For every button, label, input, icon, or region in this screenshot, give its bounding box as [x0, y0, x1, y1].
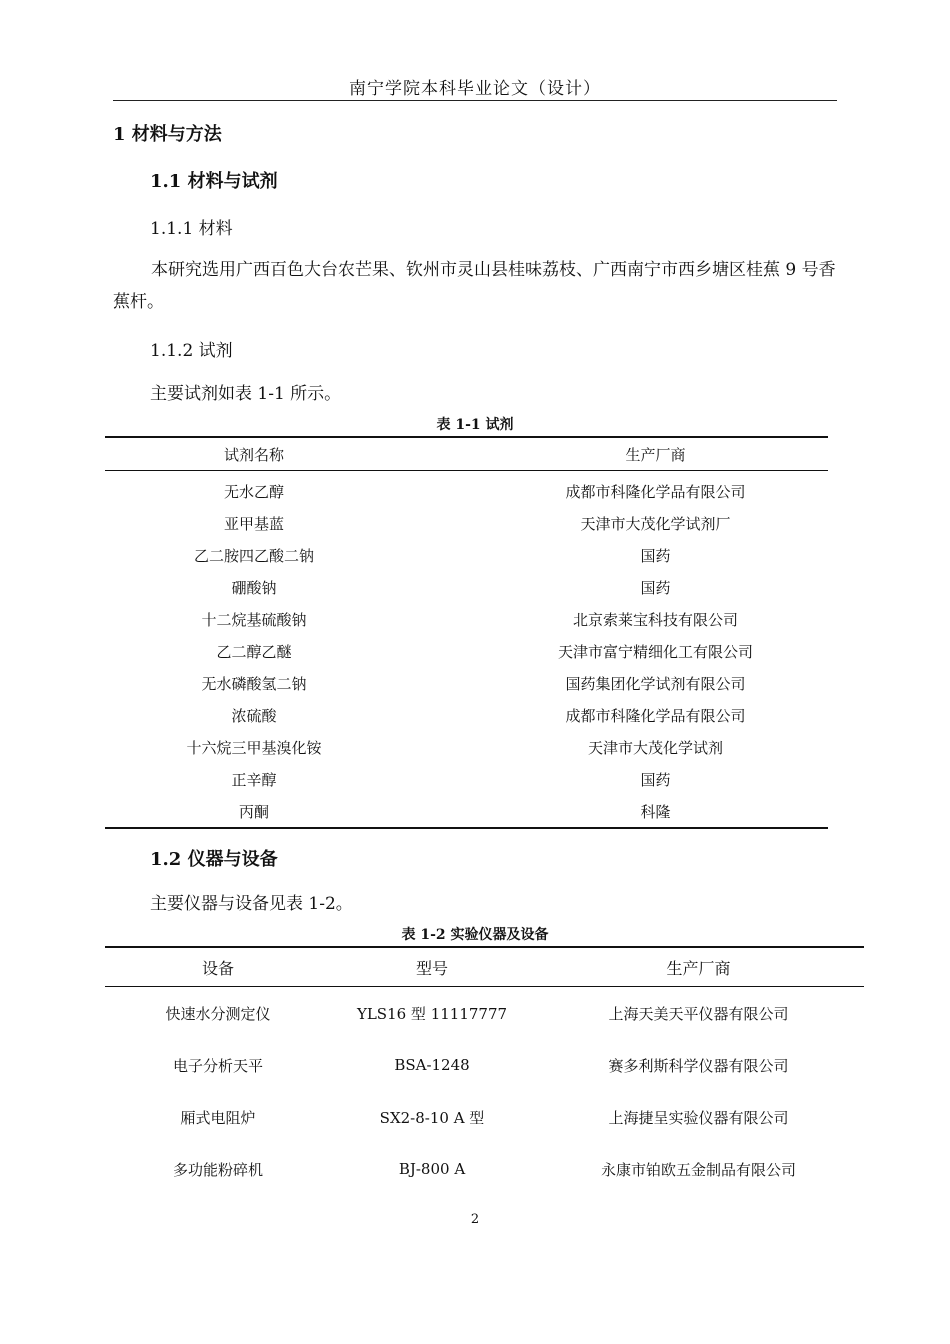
section-heading-1-1-2: 1.1.2 试剂: [150, 341, 233, 361]
table-header-row: [105, 948, 864, 986]
cell-model: BJ-800 A: [398, 1160, 466, 1178]
table-row: [105, 795, 828, 827]
cell-reagent: 丙酮: [238, 802, 269, 821]
cell-reagent: 无水磷酸氢二钠: [201, 674, 307, 693]
cell-manufacturer: 国药: [640, 770, 671, 789]
cell-reagent: 亚甲基蓝: [223, 514, 284, 533]
cell-reagent: 乙二胺四乙酸二钠: [193, 546, 314, 565]
cell-manufacturer: 永康市铂欧五金制品有限公司: [600, 1160, 796, 1179]
cell-manufacturer: 成都市科隆化学品有限公司: [565, 482, 746, 501]
cell-manufacturer: 上海天美天平仪器有限公司: [608, 1004, 789, 1023]
cell-model: BSA-1248: [394, 1056, 470, 1074]
column-header: 试剂名称: [223, 445, 284, 464]
reagents-table: [105, 436, 828, 829]
cell-manufacturer: 科隆: [640, 802, 671, 821]
cell-manufacturer: 国药: [640, 578, 671, 597]
cell-reagent: 十二烷基硫酸钠: [201, 610, 307, 629]
table-row: [105, 731, 828, 763]
table-row: [105, 1091, 864, 1143]
table-row: [105, 667, 828, 699]
cell-equipment: 厢式电阻炉: [180, 1108, 256, 1127]
table-row: [105, 475, 828, 507]
cell-manufacturer: 国药集团化学试剂有限公司: [565, 674, 746, 693]
header-divider: [113, 100, 837, 101]
page-header-title: 南宁学院本科毕业论文（设计）: [349, 79, 601, 99]
cell-reagent: 十六烷三甲基溴化铵: [186, 738, 322, 757]
table-row: [105, 603, 828, 635]
table-row: [105, 635, 828, 667]
cell-equipment: 多功能粉碎机: [172, 1160, 263, 1179]
table-row: [105, 987, 864, 1039]
cell-manufacturer: 天津市富宁精细化工有限公司: [557, 642, 753, 661]
cell-reagent: 乙二醇乙醚: [216, 642, 292, 661]
cell-manufacturer: 国药: [640, 546, 671, 565]
table-row: [105, 1143, 864, 1195]
table-row: [105, 699, 828, 731]
column-header: 型号: [415, 958, 448, 978]
cell-manufacturer: 上海捷呈实验仪器有限公司: [608, 1108, 789, 1127]
cell-reagent: 浓硫酸: [231, 706, 277, 725]
column-header: 设备: [201, 958, 234, 978]
cell-equipment: 快速水分测定仪: [165, 1004, 271, 1023]
section-heading-1-1: 1.1 材料与试剂: [150, 171, 278, 192]
cell-reagent: 正辛醇: [231, 770, 277, 789]
table-row: [105, 571, 828, 603]
cell-manufacturer: 天津市大茂化学试剂厂: [580, 514, 731, 533]
table-header-row: [105, 438, 828, 470]
cell-equipment: 电子分析天平: [172, 1056, 263, 1075]
table-row: [105, 763, 828, 795]
column-header: 生产厂商: [666, 958, 731, 978]
equipment-intro: 主要仪器与设备见表 1-2。: [150, 894, 353, 914]
section-heading-1: 1 材料与方法: [113, 124, 222, 145]
reagents-intro: 主要试剂如表 1-1 所示。: [150, 384, 342, 404]
cell-manufacturer: 成都市科隆化学品有限公司: [565, 706, 746, 725]
table-row: [105, 539, 828, 571]
equipment-table: [105, 946, 864, 1195]
table-bottom-rule: [105, 827, 828, 829]
cell-reagent: 无水乙醇: [223, 482, 284, 501]
table-row: [105, 507, 828, 539]
cell-manufacturer: 天津市大茂化学试剂: [587, 738, 723, 757]
cell-model: YLS16 型 11117777: [356, 1004, 508, 1023]
cell-model: SX2-8-10 A 型: [379, 1108, 485, 1127]
cell-manufacturer: 赛多利斯科学仪器有限公司: [608, 1056, 789, 1075]
table1-caption: 表 1-1 试剂: [436, 417, 514, 433]
cell-reagent: 硼酸钠: [231, 578, 277, 597]
column-header: 生产厂商: [625, 445, 686, 464]
section-heading-1-1-1: 1.1.1 材料: [150, 219, 233, 239]
table-row: [105, 1039, 864, 1091]
section-heading-1-2: 1.2 仪器与设备: [150, 849, 278, 870]
materials-paragraph: 本研究选用广西百色大台农芒果、钦州市灵山县桂味荔枝、广西南宁市西乡塘区桂蕉 9 号香蕉杆。: [113, 260, 836, 312]
table2-caption: 表 1-2 实验仪器及设备: [401, 927, 549, 943]
cell-manufacturer: 北京索莱宝科技有限公司: [572, 610, 738, 629]
page-number: 2: [470, 1212, 480, 1227]
